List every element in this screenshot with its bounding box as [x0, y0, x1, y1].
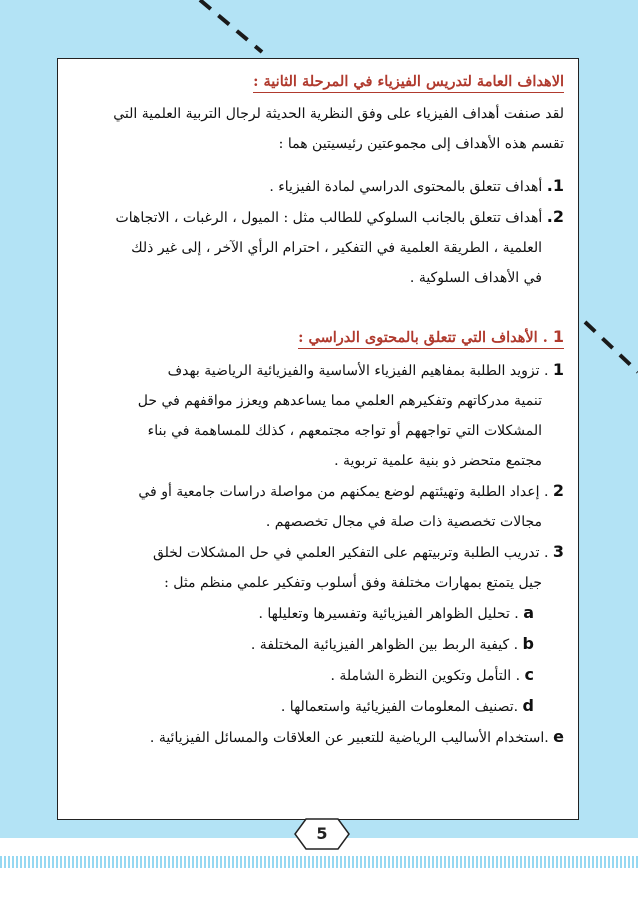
section-1-heading: [298, 327, 564, 349]
list-item: [74, 476, 564, 507]
content-page: [57, 58, 579, 820]
intro-line-2: تقسم هذه الأهداف إلى مجموعتين رئيسيتين هما :: [278, 136, 564, 152]
item-continuation: مجالات تخصصية ذات صلة في مجال تخصصهم .: [265, 514, 542, 530]
section-1: [74, 307, 564, 753]
sub-item-letter: c: [524, 665, 534, 684]
group-text: أهداف تتعلق بالمحتوى الدراسي لمادة الفيزياء .: [269, 179, 543, 195]
item-text: . إعداد الطلبة وتهيئتهم لوضع يمكنهم من مواصلة دراسات جامعية أو في: [138, 484, 549, 500]
group-item-2-line-2: العلمية ، الطريقة العلمية في التفكير ، احترام الرأي الآخر ، إلى غير ذلك: [131, 240, 542, 256]
item-continuation: المشكلات التي تواجههم أو تواجه مجتمعهم ، كذلك للمساهمة في بناء: [147, 423, 542, 439]
sub-item-text: . تحليل الظواهر الفيزيائية وتفسيرها وتعليلها .: [258, 606, 519, 622]
section-number: 1: [552, 327, 564, 346]
item-number: 2: [552, 481, 564, 500]
sub-item: [74, 598, 564, 629]
item-text: . تزويد الطلبة بمفاهيم الفيزياء الأساسية والفيزيائية الرياضية بهدف: [167, 363, 549, 379]
sub-item: [74, 691, 564, 722]
sub-item: [74, 629, 564, 660]
item-continuation: مجتمع متحضر ذو بنية علمية تربوية .: [334, 453, 542, 469]
sub-item-letter: a: [523, 603, 534, 622]
sub-item-text: . التأمل وتكوين النظرة الشاملة .: [330, 668, 521, 684]
intro-line-1: لقد صنفت أهداف الفيزياء على وفق النظرية الحديثة لرجال التربية العلمية التي: [113, 106, 564, 122]
sub-item-text: .تصنيف المعلومات الفيزيائية واستعمالها .: [280, 699, 519, 715]
document-body: [74, 73, 564, 753]
sub-item: [74, 722, 564, 753]
intro-heading: الاهداف العامة لتدريس الفيزياء في المرحلة الثانية :: [253, 73, 564, 93]
group-text: أهداف تتعلق بالجانب السلوكي للطالب مثل : الميول ، الرغبات ، الاتجاهات: [115, 210, 543, 226]
group-item-2-line-3: في الأهداف السلوكية .: [409, 270, 542, 286]
sub-item-letter: e: [553, 727, 564, 746]
sub-item-letter: d: [522, 696, 534, 715]
item-continuation: تنمية مدركاتهم وتفكيرهم العلمي مما يساعدهم ويعزز مواقفهم في حل: [137, 393, 542, 409]
item-continuation: جيل يتمتع بمهارات مختلفة وفق أسلوب وتفكير علمي منظم مثل :: [164, 575, 542, 591]
item-text: . تدريب الطلبة وتربيتهم على التفكير العلمي في حل المشكلات لخلق: [152, 545, 549, 561]
list-item: [74, 537, 564, 568]
sub-item-text: . كيفية الربط بين الظواهر الفيزيائية المختلفة .: [250, 637, 519, 653]
sub-item-letter: b: [522, 634, 534, 653]
item-number: 1: [552, 360, 564, 379]
page-number-badge: [294, 818, 350, 850]
section-heading-text: . الأهداف التي تتعلق بالمحتوى الدراسي :: [298, 329, 548, 346]
item-number: 3: [552, 542, 564, 561]
page-number: 5: [316, 824, 328, 843]
group-item-2: [74, 202, 564, 233]
group-item-1: [74, 171, 564, 202]
group-number: 2.: [546, 207, 564, 226]
decorative-bottom-bar: [0, 856, 638, 868]
sub-item: [74, 660, 564, 691]
list-item: [74, 355, 564, 386]
sub-item-text: .استخدام الأساليب الرياضية للتعبير عن العلاقات والمسائل الفيزيائية .: [149, 730, 549, 746]
group-number: 1.: [546, 176, 564, 195]
